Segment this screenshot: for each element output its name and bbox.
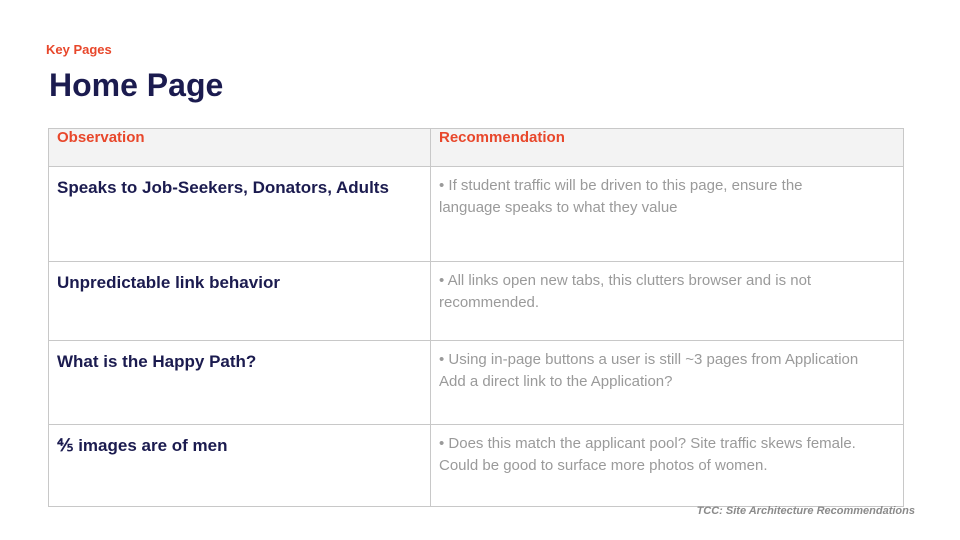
- recommendation-cell: [431, 341, 904, 425]
- recommendation-cell: [431, 167, 904, 262]
- recommendation-line: Add a direct link to the Application?: [439, 373, 673, 390]
- observations-table: [48, 128, 904, 507]
- observation-cell: What is the Happy Path?: [49, 341, 431, 425]
- observation-cell: Speaks to Job-Seekers, Donators, Adults: [49, 167, 431, 262]
- observation-cell: ⅘ images are of men: [49, 425, 431, 507]
- observation-cell: Unpredictable link behavior: [49, 262, 431, 341]
- recommendation-line: language speaks to what they value: [439, 199, 678, 216]
- footer-caption: TCC: Site Architecture Recommendations: [696, 505, 915, 517]
- table-row: [49, 262, 904, 341]
- table-header-row: [49, 129, 904, 167]
- recommendation-line: • Does this match the applicant pool? Site traffic skews female.: [439, 435, 856, 452]
- recommendation-line: Could be good to surface more photos of women.: [439, 457, 768, 474]
- recommendation-line: • All links open new tabs, this clutters browser and is not: [439, 272, 812, 289]
- recommendation-line: • If student traffic will be driven to this page, ensure the: [439, 177, 803, 194]
- table-row: [49, 425, 904, 507]
- recommendation-cell: [431, 262, 904, 341]
- recommendation-line: • Using in-page buttons a user is still ~3 pages from Application: [439, 351, 859, 368]
- recommendation-line: recommended.: [439, 294, 540, 311]
- table-row: [49, 167, 904, 262]
- recommendation-cell: [431, 425, 904, 507]
- page-title: Home Page: [49, 67, 224, 103]
- column-header-observation: Observation: [49, 129, 431, 167]
- table-row: [49, 341, 904, 425]
- section-kicker: Key Pages: [46, 42, 112, 57]
- column-header-recommendation: Recommendation: [431, 129, 904, 167]
